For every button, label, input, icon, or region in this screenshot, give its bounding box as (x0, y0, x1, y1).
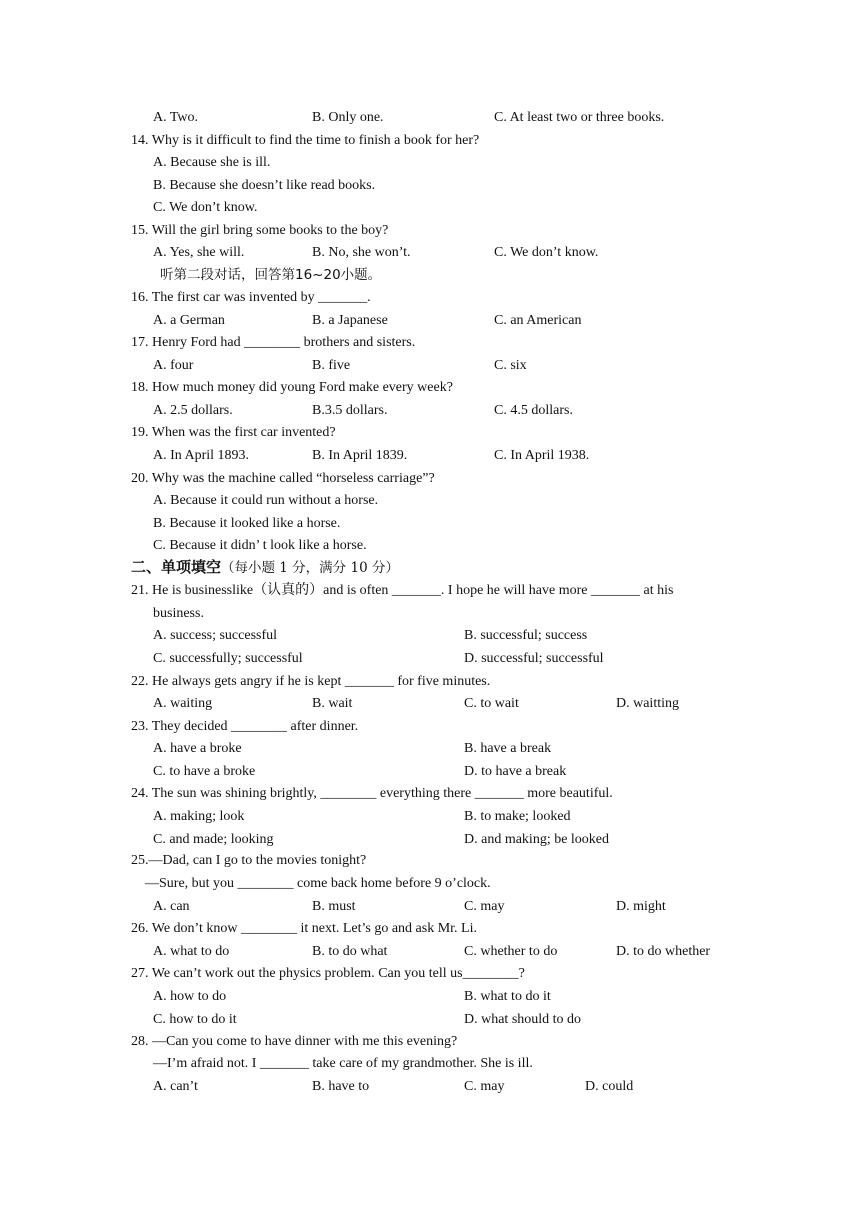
section-title: 二、单项填空 (131, 558, 222, 576)
q23-option-c: C. to have a broke (153, 764, 256, 779)
q19-stem: 19. When was the first car invented? (131, 425, 336, 440)
q18-stem: 18. How much money did young Ford make every week? (131, 380, 453, 395)
q26-stem: 26. We don’t know ________ it next. Let’s go and ask Mr. Li. (131, 921, 477, 936)
q24-option-d: D. and making; be looked (464, 832, 610, 847)
q13-option-a: A. Two. (153, 110, 199, 125)
q22-option-a: A. waiting (153, 696, 213, 711)
q17-option-b: B. five (312, 358, 351, 373)
q21-option-a: A. success; successful (153, 628, 278, 643)
q28-option-c: C. may (464, 1079, 505, 1094)
q28-stem: 28. —Can you come to have dinner with me this evening? (131, 1034, 458, 1049)
q21-stem-continued: business. (153, 606, 204, 621)
q25-stem: 25.—Dad, can I go to the movies tonight? (131, 853, 367, 868)
section-header (131, 558, 399, 578)
q15-option-c: C. We don’t know. (494, 245, 599, 260)
q23-option-d: D. to have a break (464, 764, 567, 779)
q19-option-b: B. In April 1839. (312, 448, 408, 463)
q18-option-b: B.3.5 dollars. (312, 403, 388, 418)
q24-option-a: A. making; look (153, 809, 245, 824)
q24-option-c: C. and made; looking (153, 832, 274, 847)
q21-stem: 21. He is businesslike（认真的）and is often _______. I hope he will have more _______ at his (131, 583, 674, 598)
q19-option-c: C. In April 1938. (494, 448, 590, 463)
q27-option-d: D. what should to do (464, 1012, 582, 1027)
q18-option-a: A. 2.5 dollars. (153, 403, 233, 418)
q22-option-b: B. wait (312, 696, 353, 711)
q25-stem-continued: —Sure, but you ________ come back home before 9 o’clock. (145, 876, 491, 891)
section-note: （每小题 1 分，满分 10 分） (221, 560, 399, 576)
q16-option-b: B. a Japanese (312, 313, 388, 328)
q26-option-b: B. to do what (312, 944, 388, 959)
q27-option-c: C. how to do it (153, 1012, 237, 1027)
q27-stem: 27. We can’t work out the physics problem. Can you tell us________? (131, 966, 525, 981)
q13-option-c: C. At least two or three books. (494, 110, 665, 125)
q28-option-b: B. have to (312, 1079, 370, 1094)
q22-option-d: D. waitting (616, 696, 679, 711)
q20-option-b: B. Because it looked like a horse. (153, 516, 341, 531)
q20-option-a: A. Because it could run without a horse. (153, 493, 379, 508)
q21-option-b: B. successful; success (464, 628, 588, 643)
q26-option-c: C. whether to do (464, 944, 558, 959)
q25-option-c: C. may (464, 899, 505, 914)
q16-option-c: C. an American (494, 313, 582, 328)
q14-option-a: A. Because she is ill. (153, 155, 271, 170)
q15-option-b: B. No, she won’t. (312, 245, 411, 260)
q20-option-c: C. Because it didn’ t look like a horse. (153, 538, 367, 553)
q23-option-b: B. have a break (464, 741, 552, 756)
q18-option-c: C. 4.5 dollars. (494, 403, 573, 418)
q26-option-d: D. to do whether (616, 944, 711, 959)
q22-option-c: C. to wait (464, 696, 519, 711)
q15-option-a: A. Yes, she will. (153, 245, 245, 260)
q23-stem: 23. They decided ________ after dinner. (131, 719, 359, 734)
q21-option-d: D. successful; successful (464, 651, 604, 666)
q28-stem-continued: —I’m afraid not. I _______ take care of my grandmother. She is ill. (153, 1056, 533, 1071)
q17-option-a: A. four (153, 358, 194, 373)
q23-option-a: A. have a broke (153, 741, 242, 756)
q28-option-d: D. could (585, 1079, 634, 1094)
q27-option-b: B. what to do it (464, 989, 551, 1004)
q19-option-a: A. In April 1893. (153, 448, 250, 463)
q27-option-a: A. how to do (153, 989, 227, 1004)
q13-option-b: B. Only one. (312, 110, 384, 125)
q25-option-d: D. might (616, 899, 666, 914)
q17-stem: 17. Henry Ford had ________ brothers and sisters. (131, 335, 416, 350)
q24-option-b: B. to make; looked (464, 809, 571, 824)
listening-instruction: 听第二段对话，回答第16~20小题。 (160, 267, 382, 283)
q17-option-c: C. six (494, 358, 527, 373)
q20-stem: 20. Why was the machine called “horseless carriage”? (131, 471, 435, 486)
q28-option-a: A. can’t (153, 1079, 198, 1094)
q25-option-b: B. must (312, 899, 356, 914)
q16-stem: 16. The first car was invented by _______. (131, 290, 371, 305)
q14-option-b: B. Because she doesn’t like read books. (153, 178, 376, 193)
q22-stem: 22. He always gets angry if he is kept _______ for five minutes. (131, 674, 491, 689)
q15-stem: 15. Will the girl bring some books to the boy? (131, 223, 389, 238)
q21-option-c: C. successfully; successful (153, 651, 303, 666)
q26-option-a: A. what to do (153, 944, 230, 959)
q25-option-a: A. can (153, 899, 190, 914)
q16-option-a: A. a German (153, 313, 225, 328)
q14-stem: 14. Why is it difficult to find the time to finish a book for her? (131, 133, 480, 148)
q24-stem: 24. The sun was shining brightly, ________ everything there _______ more beautiful. (131, 786, 613, 801)
q14-option-c: C. We don’t know. (153, 200, 258, 215)
